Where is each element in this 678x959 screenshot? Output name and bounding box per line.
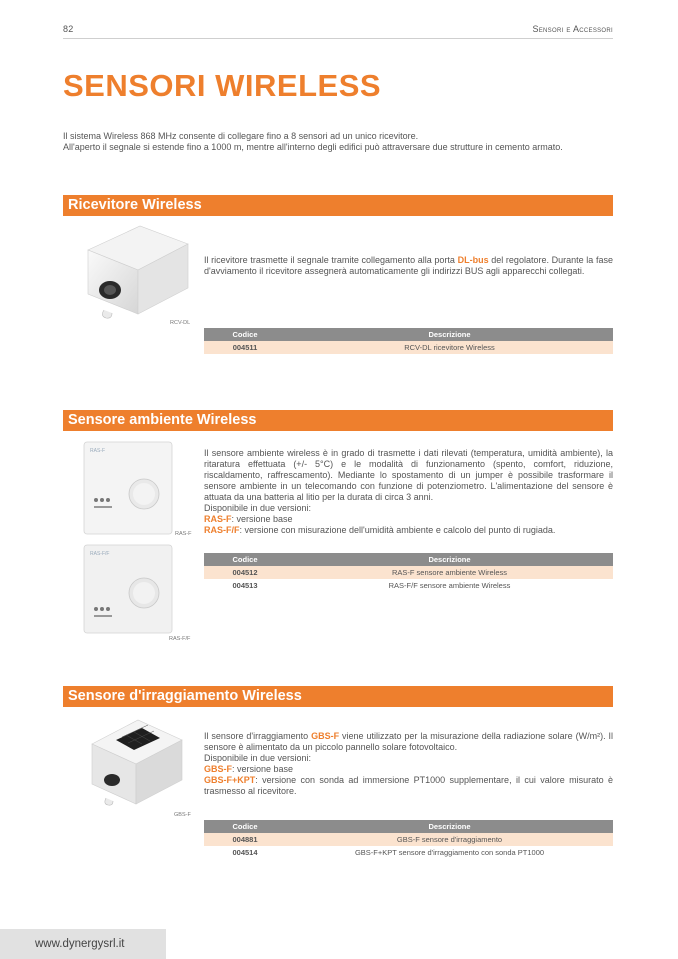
receiver-description: Il ricevitore trasmette il segnale tramite collegamento alla porta DL-bus del regolatore. Durante la fase d'avviamento il ricevitore assegnerà automaticamente gli indirizzi BUS agli apparecchi collegati.	[204, 255, 613, 276]
table-row: 004511 RCV-DL ricevitore Wireless	[204, 341, 613, 354]
section-heading-receiver: Ricevitore Wireless	[63, 195, 613, 216]
solar-sensor-table	[204, 820, 613, 859]
table-header: Codice Descrizione	[204, 328, 613, 341]
header-divider	[63, 38, 613, 39]
receiver-table	[204, 328, 613, 354]
intro-text	[63, 131, 613, 153]
image-caption: RCV-DL	[170, 320, 191, 326]
highlight-term: RAS-F	[204, 514, 232, 524]
intro-line: Il sistema Wireless 868 MHz consente di collegare fino a 8 sensori ad un unico ricevitore.	[63, 131, 419, 141]
highlight-term: GBS-F	[204, 764, 232, 774]
website-link[interactable]: www.dynergysrl.it	[35, 938, 125, 950]
highlight-term: DL-bus	[457, 255, 489, 265]
table-row: 004513 RAS-F/F sensore ambiente Wireless	[232, 581, 511, 590]
room-sensor-image	[82, 440, 174, 536]
table-header: Codice Descrizione	[204, 553, 613, 566]
solar-sensor-description: Il sensore d'irraggiamento GBS-F viene utilizzato per la misurazione della radiazione solare (W/m²). Il sensore è alimentato da un piccolo pannello solare fotovoltaico. Disponibile in due versioni: GBS-F: versione base GBS-F+KPT: versione con sonda ad immersione PT1000 supplementare, il cui valore misurato è trasmesso al ricevitore.	[204, 731, 614, 796]
svg-text:RAS-F: RAS-F	[90, 448, 105, 454]
footer-bar	[0, 929, 166, 959]
solar-sensor-image	[86, 714, 186, 810]
section-heading-solar-sensor: Sensore d'irraggiamento Wireless	[63, 686, 613, 707]
table-row: 004514 GBS-F+KPT sensore d'irraggiamento con sonda PT1000	[232, 848, 545, 857]
image-caption: GBS-F	[174, 812, 191, 818]
table-row: 004881 GBS-F sensore d'irraggiamento	[204, 833, 613, 846]
room-sensor-table	[204, 553, 613, 592]
table-row: 004512 RAS-F sensore ambiente Wireless	[204, 566, 613, 579]
page-number: 82	[63, 24, 74, 34]
room-sensor-humidity-image	[82, 543, 174, 635]
image-caption: RAS-F	[175, 531, 192, 537]
section-heading-room-sensor: Sensore ambiente Wireless	[63, 410, 613, 431]
image-caption: RAS-F/F	[169, 636, 191, 642]
table-header: Codice Descrizione	[204, 820, 613, 833]
highlight-term: RAS-F/F	[204, 525, 240, 535]
receiver-image	[80, 222, 192, 320]
room-sensor-description: Il sensore ambiente wireless è in grado di trasmette i dati rilevati (temperatura, umidità ambiente), la ritaratura effettuata (+/- 5°C) e le modalità di funzionamento (spento, comfort, riduzione, riscaldamento, raffrescamento). Mediante lo spostamento di un jumper è possibile trasformare il sensore ambiente in un telecomando con funzione di potenziometro. L'alimentazione del sensore è attuata da una batteria al litio per la durata di circa 3 anni. Disponibile in due versioni: RAS-F: versione base RAS-F/F: versione con misurazione dell'umidità ambiente e calcolo del punto di rugiada.	[204, 448, 613, 535]
page-title: SENSORI WIRELESS	[63, 68, 382, 103]
section-header: Sensori e Accessori	[532, 24, 613, 34]
svg-text:RAS-F/F: RAS-F/F	[90, 551, 110, 557]
highlight-term: GBS-F	[311, 731, 340, 741]
highlight-term: GBS-F+KPT	[204, 775, 256, 785]
intro-line: All'aperto il segnale si estende fino a 1000 m, mentre all'interno degli edifici può attraversare due strutture in cemento armato.	[63, 142, 563, 152]
